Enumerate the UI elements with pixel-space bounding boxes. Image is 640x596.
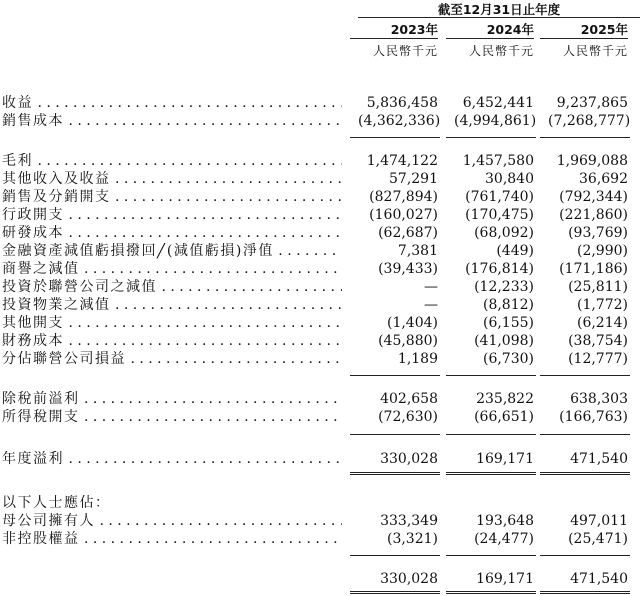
row-label: 投資物業之減值 . . .: [2, 297, 342, 314]
value-2025: (25,471): [568, 531, 628, 547]
subtotal-rule-2023: [350, 434, 440, 435]
row-label: 其他收入及收益 . . .: [2, 171, 342, 188]
row-non-controlling-interests: [0, 531, 640, 548]
total-double-rule-2024: [446, 472, 536, 475]
row-label: 財務成本 . . .: [2, 333, 342, 350]
total-double-rule-2025: [540, 472, 630, 475]
row-gross-profit: [0, 153, 640, 170]
subtotal-rule-2025: [540, 375, 630, 376]
value-2024: (8,812): [482, 297, 534, 313]
row-attributable-to: [0, 495, 640, 512]
value-2023: (827,894): [369, 189, 438, 205]
row-label: 投資於聯營公司之減值 . . .: [2, 279, 342, 296]
row-impairment-financial-assets: [0, 243, 640, 260]
value-2025: (12,777): [568, 351, 628, 367]
value-2024: (6,155): [482, 315, 534, 331]
value-2023: (3,321): [386, 531, 438, 547]
value-2025: (166,763): [559, 409, 628, 425]
value-2023: (39,433): [378, 261, 438, 277]
value-2024: (12,233): [474, 279, 534, 295]
row-cost-of-sales: [0, 113, 640, 130]
row-property-impairment: [0, 297, 640, 314]
value-2024: (66,651): [474, 409, 534, 425]
subtotal-rule-2023: [350, 555, 440, 556]
value-2024: (761,740): [465, 189, 534, 205]
column-header-title: 截至12月31日止年度: [437, 2, 561, 17]
value-2024: (41,098): [474, 333, 534, 349]
subtotal-rule-2024: [446, 555, 536, 556]
row-profit-for-year: [0, 451, 640, 468]
subtotal-rule-2024: [446, 137, 536, 138]
value-2025: 9,237,865: [556, 95, 628, 111]
unit-2023: 人民幣千元: [372, 44, 438, 58]
subtotal-rule-2024: [446, 434, 536, 435]
value-2024: 30,840: [485, 171, 534, 187]
subtotal-rule-2023: [350, 375, 440, 376]
subtotal-rule-2025: [540, 137, 630, 138]
row-label: 以下人士應佔：: [2, 495, 111, 511]
year-2024-header: 2024年: [486, 22, 534, 37]
row-label: 所得稅開支 . . .: [2, 409, 342, 426]
value-2023: 1,189: [397, 351, 438, 367]
row-associate-impairment: [0, 279, 640, 296]
row-owners-of-parent: [0, 513, 640, 530]
row-label: 母公司擁有人 . . .: [2, 513, 342, 530]
subtotal-rule-2023: [350, 137, 440, 138]
value-2023: —: [424, 297, 438, 313]
value-2024: (449): [496, 243, 534, 259]
row-revenue: [0, 95, 640, 112]
total-double-rule-2023: [350, 591, 440, 594]
row-profit-before-tax: [0, 391, 640, 408]
year-rule-2025: [540, 38, 628, 39]
row-label: 非控股權益 . . .: [2, 531, 342, 548]
value-2024: (176,814): [465, 261, 534, 277]
row-label: 毛利 . . .: [2, 153, 342, 170]
value-2023: (45,880): [378, 333, 438, 349]
subtotal-rule-2025: [540, 555, 630, 556]
subtotal-rule-2025: [540, 434, 630, 435]
value-2025: 497,011: [570, 513, 628, 529]
value-2024: 6,452,441: [462, 95, 534, 111]
value-2023: 57,291: [389, 171, 438, 187]
value-2023: (62,687): [378, 225, 438, 241]
value-2025: (38,754): [568, 333, 628, 349]
value-2025: (7,268,777): [548, 113, 631, 129]
value-2024: (24,477): [474, 531, 534, 547]
row-label: 分佔聯營公司損益 . . .: [2, 351, 342, 368]
row-label: 其他開支 . . .: [2, 315, 342, 332]
value-2024: (4,994,861): [454, 113, 537, 129]
header-rule: [358, 17, 640, 18]
value-2025: (25,811): [568, 279, 628, 295]
unit-2025: 人民幣千元: [562, 44, 628, 58]
value-2025: (221,860): [559, 207, 628, 223]
value-2024: 169,171: [476, 571, 534, 587]
value-2023: 330,028: [380, 451, 438, 467]
year-2025-header: 2025年: [580, 22, 628, 37]
total-double-rule-2024: [446, 591, 536, 594]
value-2023: 333,349: [380, 513, 438, 529]
row-selling-expenses: [0, 189, 640, 206]
value-2024: (68,092): [474, 225, 534, 241]
total-double-rule-2023: [350, 472, 440, 475]
value-2025: (93,769): [568, 225, 628, 241]
value-2023: 5,836,458: [366, 95, 438, 111]
value-2023: 402,658: [380, 391, 438, 407]
row-label: 行政開支 . . .: [2, 207, 342, 224]
value-2024: (170,475): [465, 207, 534, 223]
row-finance-costs: [0, 333, 640, 350]
row-other-income: [0, 171, 640, 188]
value-2024: 235,822: [476, 391, 534, 407]
row-label: 金融資產減值虧損撥回╱(減值虧損)淨值 . . .: [2, 243, 342, 260]
value-2025: (2,990): [576, 243, 628, 259]
value-2025: 1,969,088: [556, 153, 628, 169]
row-rnd-costs: [0, 225, 640, 242]
value-2023: (4,362,336): [358, 113, 441, 129]
subtotal-rule-2024: [446, 375, 536, 376]
value-2025: (6,214): [576, 315, 628, 331]
value-2025: 36,692: [579, 171, 628, 187]
value-2023: (72,630): [378, 409, 438, 425]
value-2024: 169,171: [476, 451, 534, 467]
value-2023: (160,027): [369, 207, 438, 223]
row-attributable-total: [0, 571, 640, 588]
value-2025: 471,540: [570, 571, 628, 587]
year-rule-2023: [350, 38, 438, 39]
row-label: 商譽之減值 . . .: [2, 261, 342, 278]
value-2025: (171,186): [559, 261, 628, 277]
row-label: 收益 . . .: [2, 95, 342, 112]
row-label: 除稅前溢利 . . .: [2, 391, 342, 408]
row-share-of-associates: [0, 351, 640, 368]
row-other-expenses: [0, 315, 640, 332]
year-rule-2024: [446, 38, 534, 39]
row-income-tax: [0, 409, 640, 426]
value-2024: 193,648: [476, 513, 534, 529]
unit-2024: 人民幣千元: [468, 44, 534, 58]
value-2023: 330,028: [380, 571, 438, 587]
value-2023: 7,381: [397, 243, 438, 259]
row-goodwill-impairment: [0, 261, 640, 278]
value-2024: 1,457,580: [462, 153, 534, 169]
value-2025: (792,344): [559, 189, 628, 205]
row-label: 銷售成本 . . .: [2, 113, 342, 130]
value-2025: 471,540: [570, 451, 628, 467]
year-2023-header: 2023年: [390, 22, 438, 37]
row-label: 年度溢利 . . .: [2, 451, 342, 468]
value-2023: —: [424, 279, 438, 295]
total-double-rule-2025: [540, 591, 630, 594]
row-admin-expenses: [0, 207, 640, 224]
value-2023: 1,474,122: [366, 153, 438, 169]
value-2024: (6,730): [482, 351, 534, 367]
row-label: 研發成本 . . .: [2, 225, 342, 242]
value-2025: 638,303: [570, 391, 628, 407]
row-label: 銷售及分銷開支 . . .: [2, 189, 342, 206]
value-2023: (1,404): [386, 315, 438, 331]
value-2025: (1,772): [576, 297, 628, 313]
